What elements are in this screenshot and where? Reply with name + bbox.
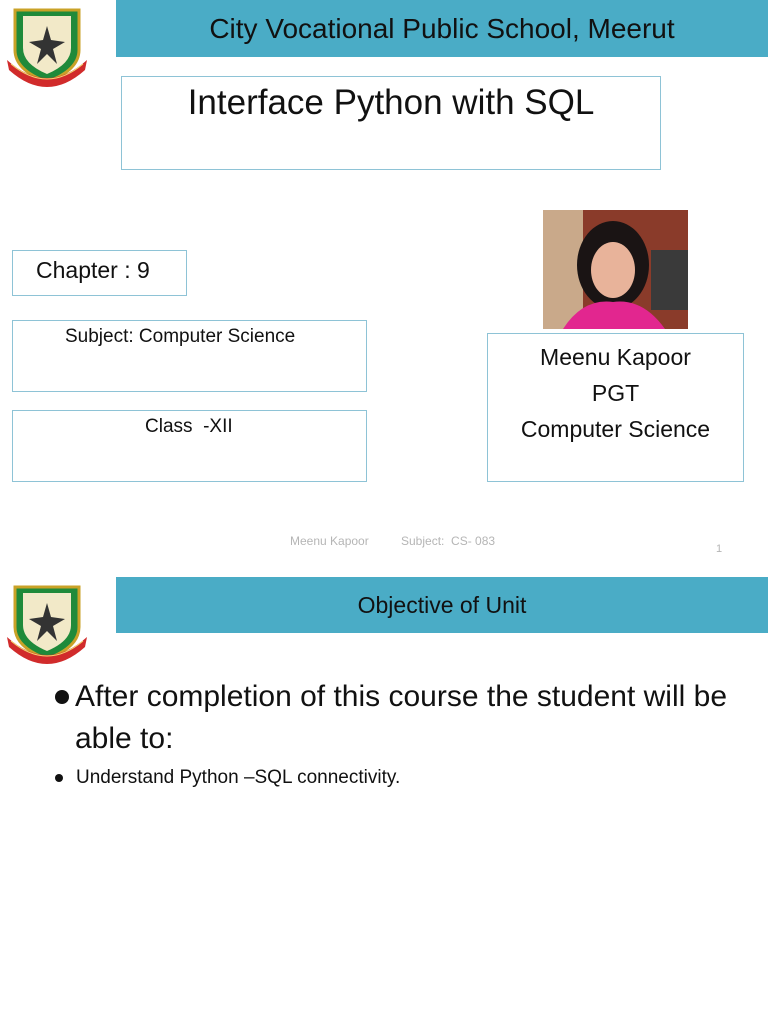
- chapter-label: Chapter : 9: [36, 257, 150, 283]
- school-name: City Vocational Public School, Meerut: [209, 12, 675, 44]
- class-box: [12, 410, 367, 482]
- slide-2: [0, 570, 768, 1024]
- class-label: Class -XII: [145, 416, 233, 437]
- page-number: 1: [716, 543, 723, 555]
- bullet-dot-icon: [55, 774, 63, 782]
- school-name-banner: [116, 0, 768, 57]
- subject-label: Subject: Computer Science: [65, 326, 296, 347]
- bullet-dot-icon: [55, 690, 69, 704]
- school-crest-icon: [5, 4, 89, 90]
- main-bullet: [55, 676, 745, 760]
- school-crest-icon: [5, 581, 89, 667]
- chapter-box: [12, 250, 187, 296]
- teacher-box: [487, 333, 744, 482]
- footer-author: Meenu Kapoor: [290, 534, 369, 548]
- slide-title: Interface Python with SQL: [187, 83, 595, 122]
- title-box: [121, 76, 661, 170]
- main-bullet-text: After completion of this course the student will be able to:: [75, 680, 728, 755]
- teacher-name: Meenu Kapoor: [540, 344, 691, 370]
- teacher-department: Computer Science: [520, 416, 711, 442]
- sub-bullet-text: Understand Python –SQL connectivity.: [76, 767, 401, 788]
- sub-bullet: [55, 766, 745, 790]
- teacher-designation: PGT: [591, 380, 640, 406]
- subject-box: [12, 320, 367, 392]
- objective-banner: [116, 577, 768, 633]
- footer-subject: Subject: CS- 083: [401, 534, 496, 548]
- objective-title: Objective of Unit: [357, 591, 527, 618]
- teacher-photo: [543, 210, 688, 329]
